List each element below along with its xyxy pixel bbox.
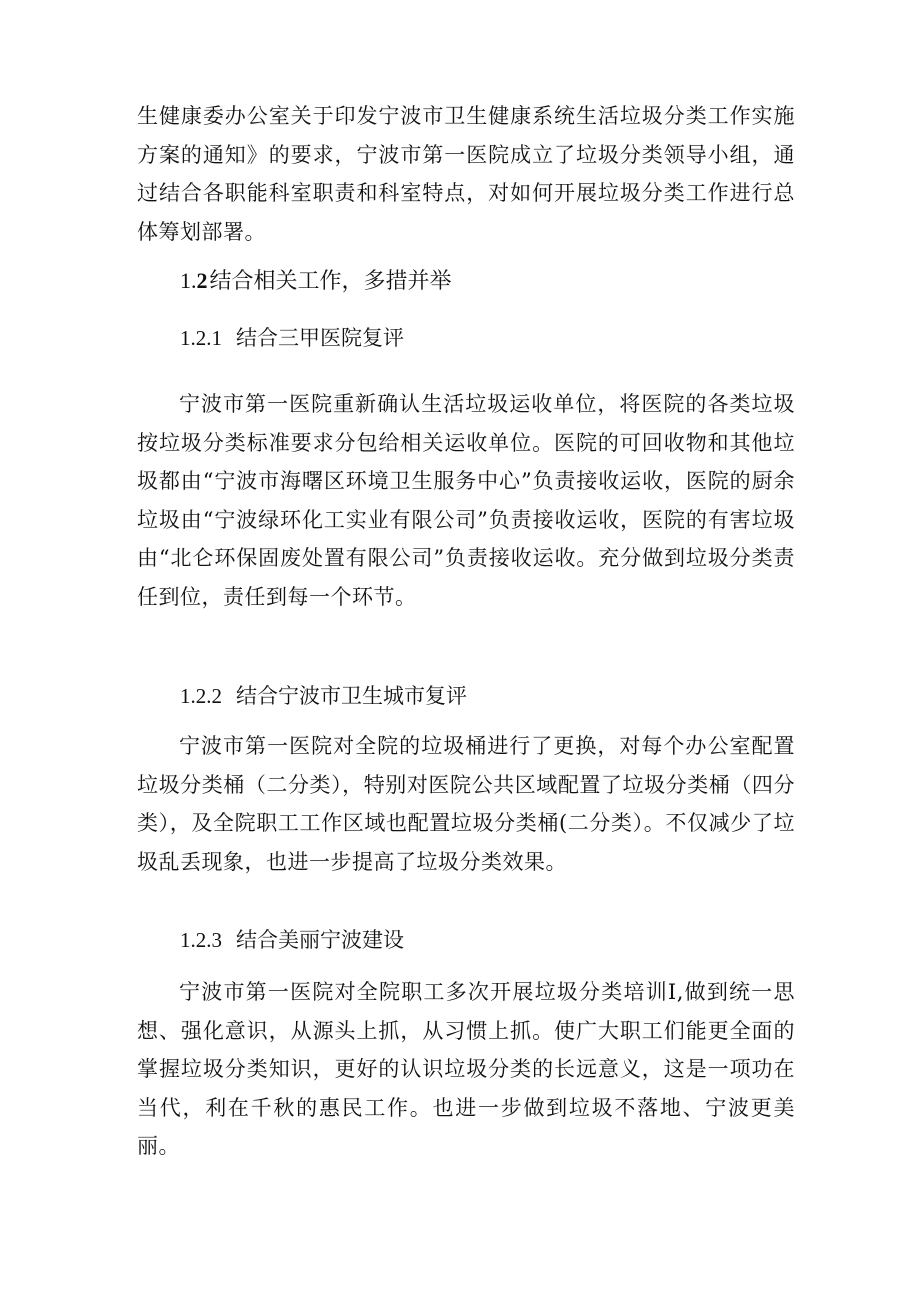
paragraph-1-2-3: 宁波市第一医院对全院职工多次开展垃圾分类培训I,做到统一思想、强化意识，从源头上抓，从习惯上抓。使广大职工们能更全面的掌握垃圾分类知识，更好的认识垃圾分类的长远意义，这是一项功在当代，利在千秋的惠民工作。也进一步做到垃圾不落地、宁波更美丽。	[137, 980, 795, 1158]
section-title-1-2: 结合相关工作，多措并举	[209, 269, 452, 294]
section-title-1-2-2: 结合宁波市卫生城市复评	[236, 684, 467, 708]
section-title-1-2-3: 结合美丽宁波建设	[236, 928, 404, 952]
section-number-1-2-1: 1.2.1	[180, 326, 222, 350]
section-title-1-2-1: 结合三甲医院复评	[236, 326, 404, 350]
section-number-1-2-2: 1.2.2	[180, 684, 222, 708]
section-number-bold: 2	[196, 268, 208, 293]
section-number-prefix: 1.	[180, 268, 197, 293]
paragraph-1-2-1: 宁波市第一医院重新确认生活垃圾运收单位，将医院的各类垃圾按垃圾分类标准要求分包给相关运收单位。医院的可回收物和其他垃圾都由“宁波市海曙区环境卫生服务中心”负责接收运收，医院的厨余垃圾由“宁波绿环化工实业有限公司”负责接收运收，医院的有害垃圾由“北仑环保固废处置有限公司”负责接收运收。充分做到垃圾分类责任到位，责任到每一个环节。	[137, 392, 795, 609]
intro-paragraph: 生健康委办公室关于印发宁波市卫生健康系统生活垃圾分类工作实施方案的通知》的要求，宁波市第一医院成立了垃圾分类领导小组，通过结合各职能科室职责和科室特点，对如何开展垃圾分类工作进行总体筹划部署。	[137, 104, 795, 244]
section-number-1-2-3: 1.2.3	[180, 928, 222, 952]
section-heading-1-2-2	[180, 681, 467, 711]
section-heading-1-2	[180, 266, 452, 297]
section-heading-1-2-1	[180, 323, 404, 353]
section-number-1-2	[180, 268, 208, 293]
section-heading-1-2-3	[180, 925, 404, 955]
paragraph-1-2-2: 宁波市第一医院对全院的垃圾桶进行了更换，对每个办公室配置垃圾分类桶（二分类），特别对医院公共区域配置了垃圾分类桶（四分类），及全院职工工作区域也配置垃圾分类桶(二分类）。不仅减少了垃圾乱丢现象，也进一步提高了垃圾分类效果。	[137, 734, 795, 874]
